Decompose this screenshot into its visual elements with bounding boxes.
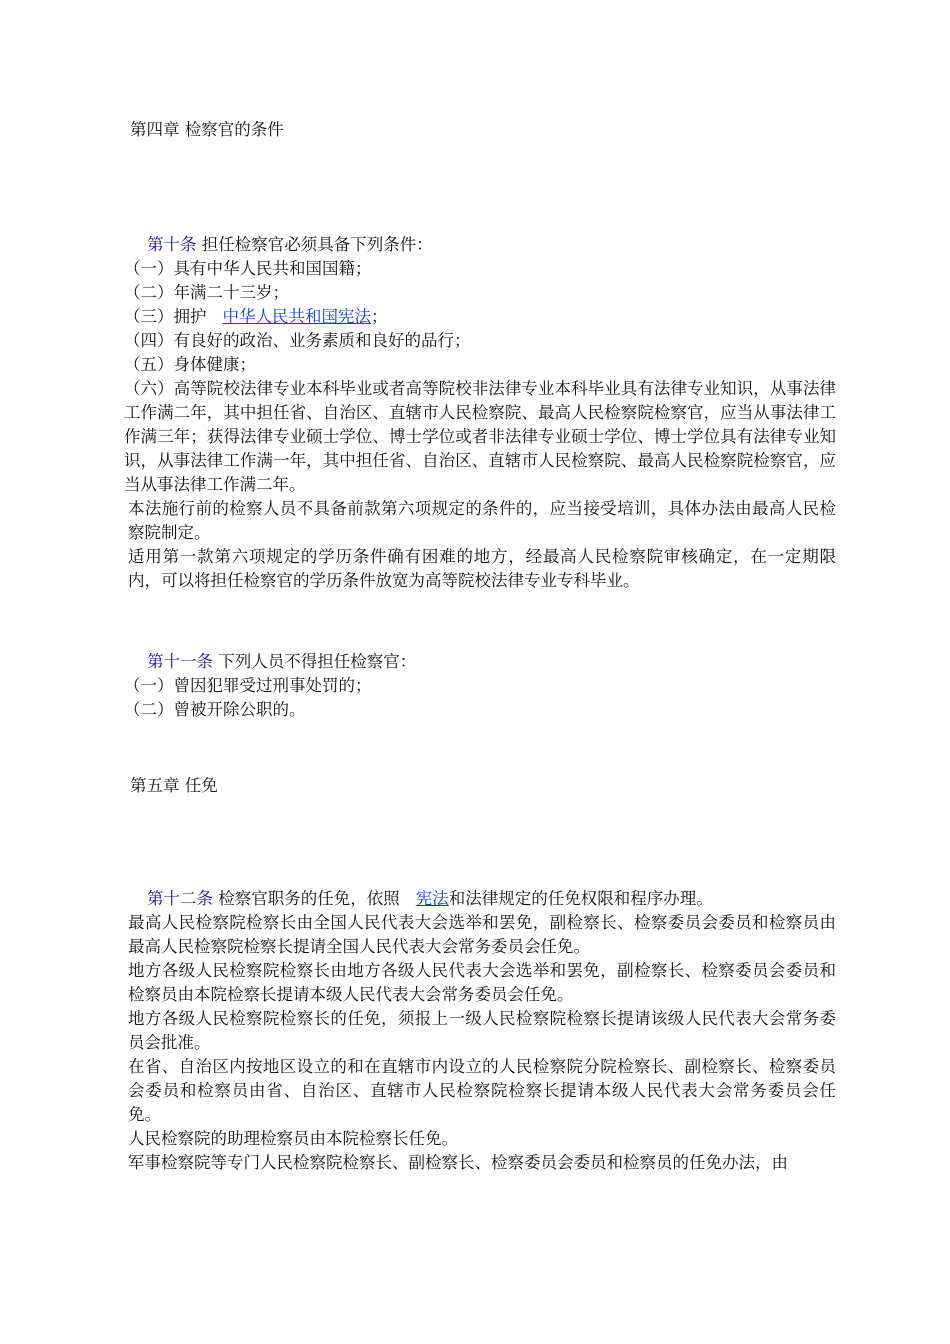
article-12-paragraph: 人民检察院的助理检察员由本院检察长任免。 (128, 1129, 458, 1148)
article-12-paragraph: 地方各级人民检察院检察长由地方各级人民代表大会选举和罢免，副检察长、检察委员会委员和检察员由本院检察长提请本级人民代表大会常务委员会任免。 (128, 961, 836, 1004)
article-10-paragraph-3: 适用第一款第六项规定的学历条件确有困难的地方，经最高人民检察院审核确定，在一定期限内，可以将担任检察官的学历条件放宽为高等院校法律专业专科毕业。 (128, 547, 836, 590)
article-12-paragraph: 地方各级人民检察院检察长的任免，须报上一级人民检察院检察长提请该级人民代表大会常务委员会批准。 (128, 1009, 836, 1052)
article-10-intro: 担任检察官必须具备下列条件： (196, 235, 433, 254)
item-3-suffix: ； (371, 307, 388, 326)
article-12-paragraph: 军事检察院等专门人民检察院检察长、副检察长、检察委员会委员和检察员的任免办法，由 (128, 1153, 788, 1172)
article-12-paragraph: 在省、自治区内按地区设立的和在直辖市内设立的人民检察院分院检察长、副检察长、检察委员会委员和检察员由省、自治区、直辖市人民检察院检察长提请本级人民代表大会常务委员会任免。 (128, 1057, 836, 1124)
article-12 (124, 887, 836, 1175)
list-item (124, 305, 836, 329)
list-item: （二）曾被开除公职的。 (124, 700, 306, 719)
article-11-heading (124, 650, 836, 674)
article-11-label[interactable]: 第十一条 (147, 652, 213, 671)
article-12-heading (124, 887, 836, 911)
list-item: （二）年满二十三岁； (124, 283, 289, 302)
article-12-label[interactable]: 第十二条 (147, 889, 213, 908)
article-10-label[interactable]: 第十条 (147, 235, 197, 254)
list-item: （六）高等院校法律专业本科毕业或者高等院校非法律专业本科毕业具有法律专业知识，从事法律工作满二年，其中担任省、自治区、直辖市人民检察院、最高人民检察院检察官，应当从事法律工作满三年；获得法律专业硕士学位、博士学位或者非法律专业硕士学位、博士学位具有法律专业知识，从事法律工作满一年，其中担任省、自治区、直辖市人民检察院、最高人民检察院检察官，应当从事法律工作满二年。 (124, 379, 836, 494)
article-11-intro: 下列人员不得担任检察官： (213, 652, 417, 671)
article-10-heading (124, 233, 836, 257)
article-12-intro: 检察官职务的任免，依照 (213, 889, 400, 908)
article-10-paragraph-2: 本法施行前的检察人员不具备前款第六项规定的条件的，应当接受培训，具体办法由最高人民检察院制定。 (128, 499, 836, 542)
list-item: （五）身体健康； (124, 355, 256, 374)
list-item: （四）有良好的政治、业务素质和良好的品行； (124, 331, 471, 350)
chapter-5-title: 第五章 任免 (130, 776, 218, 795)
list-item: （一）曾因犯罪受过刑事处罚的； (124, 676, 372, 695)
article-12-intro-suffix: 和法律规定的任免权限和程序办理。 (448, 889, 713, 908)
item-3-prefix: （三）拥护 (124, 307, 207, 326)
list-item: （一）具有中华人民共和国国籍； (124, 259, 372, 278)
constitution-link[interactable]: 宪法 (415, 889, 449, 908)
article-12-paragraph: 最高人民检察院检察长由全国人民代表大会选举和罢免，副检察长、检察委员会委员和检察员由最高人民检察院检察长提请全国人民代表大会常务委员会任免。 (128, 913, 836, 956)
constitution-link[interactable]: 中华人民共和国宪法 (222, 307, 371, 326)
article-10 (124, 233, 836, 593)
article-11 (124, 650, 836, 722)
chapter-4-title: 第四章 检察官的条件 (130, 120, 284, 139)
